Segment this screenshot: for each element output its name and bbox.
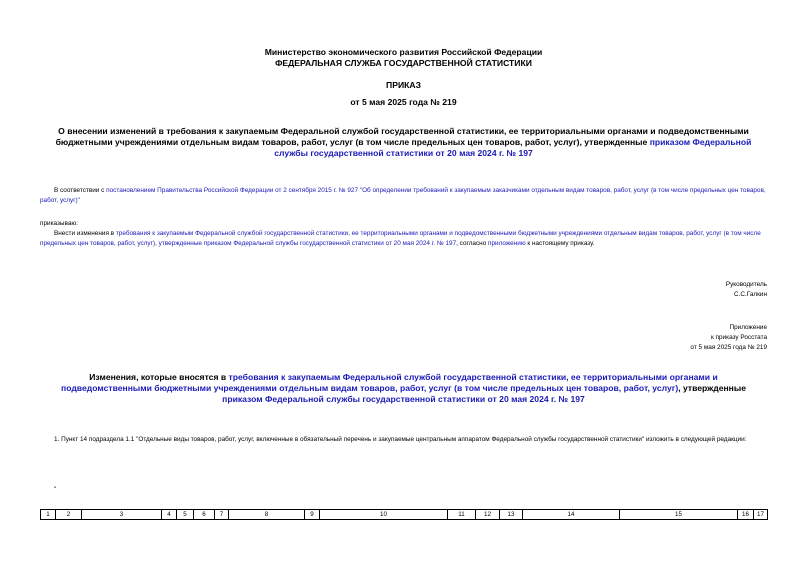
changes-title-middle: , утвержденные: [678, 383, 746, 393]
column-number: 10: [320, 510, 448, 520]
order-appendix-link[interactable]: приложению: [488, 239, 526, 247]
order-requirements-link[interactable]: требования к закупаемым Федеральной службой государственной статистики, ее территориальными органами и подведомственными бюджетными учреждениями отдельным видам товаров, работ, услуг (в том числе предельных цен товаров, работ, услуг), утвержденные приказом Федеральной службы государственной статистики от 20 мая 2024 г. № 197: [40, 230, 761, 247]
ministry-name: Министерство экономического развития Российской Федерации: [264, 47, 543, 57]
order-word: приказываю:: [40, 220, 78, 227]
changes-title-prefix: Изменения, которые вносятся в: [89, 372, 229, 382]
column-number: 7: [215, 510, 229, 520]
column-number: 6: [194, 510, 215, 520]
doc-date-number: от 5 мая 2025 года № 219: [350, 97, 457, 107]
item-1: 1. Пункт 14 подраздела 1.1 "Отдельные виды товаров, работ, услуг, включенные в обязательный перечень и закупаемые центральным аппаратом Федеральной службы государственной статистики" изложить в следующей редакции:: [54, 436, 747, 443]
order-text-3: к настоящему приказу.: [525, 239, 595, 247]
column-numbers-row: [41, 510, 768, 520]
appendix-line-2: к приказу Росстата: [710, 334, 767, 341]
order-text: [40, 229, 767, 248]
doc-type: ПРИКАЗ: [386, 80, 421, 90]
document-title: [40, 126, 767, 159]
column-number: 9: [305, 510, 320, 520]
column-number: 5: [177, 510, 194, 520]
column-number: 13: [500, 510, 523, 520]
column-number: 2: [56, 510, 82, 520]
title-link[interactable]: приказом Федеральной службы государственной статистики от 20 мая 2024 г. № 197: [274, 137, 752, 158]
title-text: О внесении изменений в требования к закупаемым Федеральной службой государственной статистики, ее территориальными органами и подведомственными бюджетными учреждениями отдельным видам товаров, работ, услуг (в том числе предельных цен товаров, работ, услуг), утвержденные: [55, 126, 749, 147]
changes-title: [55, 372, 752, 405]
column-numbers-table: [40, 509, 768, 520]
preamble-text: В соответствии с: [54, 187, 107, 194]
changes-order-link[interactable]: приказом Федеральной службы государственной статистики от 20 мая 2024 г. № 197: [222, 394, 585, 404]
order-text-2: , согласно: [456, 239, 489, 247]
column-number: 16: [738, 510, 754, 520]
quote-mark: ": [54, 486, 57, 493]
column-number: 8: [229, 510, 305, 520]
appendix-line-3: от 5 мая 2025 года № 219: [690, 344, 767, 351]
changes-requirements-link[interactable]: требования к закупаемым Федеральной службой государственной статистики, ее территориальными органами и подведомственными бюджетными учреждениями отдельным видам товаров, работ, услуг (в том числе предельных цен товаров, работ, услуг): [61, 372, 718, 393]
column-number: 3: [82, 510, 162, 520]
column-number: 11: [448, 510, 476, 520]
signature-role: Руководитель: [725, 281, 767, 288]
preamble: [40, 186, 767, 205]
appendix-line-1: Приложение: [729, 324, 767, 331]
column-number: 12: [476, 510, 500, 520]
order-text-1: Внести изменения в: [54, 230, 116, 237]
agency-name: ФЕДЕРАЛЬНАЯ СЛУЖБА ГОСУДАРСТВЕННОЙ СТАТИСТИКИ: [275, 58, 532, 68]
signature-name: С.С.Галкин: [733, 291, 767, 298]
column-number: 1: [41, 510, 56, 520]
column-number: 17: [754, 510, 768, 520]
column-number: 14: [523, 510, 620, 520]
column-number: 4: [162, 510, 177, 520]
column-number: 15: [620, 510, 738, 520]
preamble-link[interactable]: постановлением Правительства Российской Федерации от 2 сентября 2015 г. № 927 "Об определении требований к закупаемым заказчиками отдельным видам товаров, работ, услуг (в том числе предельных цен товаров, работ, услуг)": [40, 187, 766, 204]
